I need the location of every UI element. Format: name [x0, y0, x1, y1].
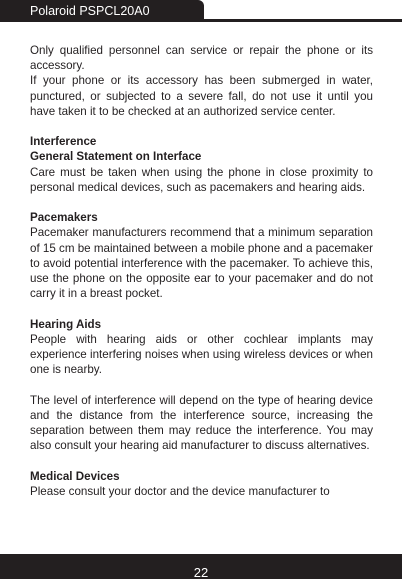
paragraph-interference-level: The level of interference will depend on the type of hearing device and the distance from the interference source, increasing the separation between them may reduce the interference. You may also consult your hearing aid manufacturer to discuss alternatives.: [30, 393, 373, 453]
paragraph-submerged: If your phone or its accessory has been submerged in water, punctured, or subjected to a severe fall, do not use it until you have taken it to be checked at an authorized service center.: [30, 74, 373, 118]
spacer: [30, 119, 373, 134]
header-rule: [200, 19, 402, 22]
heading-hearing-aids: Hearing Aids: [30, 317, 102, 331]
heading-pacemakers: Pacemakers: [30, 211, 98, 225]
spacer: [30, 301, 373, 316]
page-content: [30, 43, 373, 499]
paragraph-service: Only qualified personnel can service or repair the phone or its accessory.: [30, 44, 373, 73]
paragraph-hearing-aids: People with hearing aids or other cochlear implants may experience interfering noises when using wireless devices or when one is nearby.: [30, 332, 373, 377]
spacer: [30, 195, 373, 210]
document-title: Polaroid PSPCL20A0: [30, 4, 150, 18]
paragraph-general: Care must be taken when using the phone in close proximity to personal medical devices, such as pacemakers and hearing aids.: [30, 165, 373, 194]
paragraph-medical-devices: Please consult your doctor and the device manufacturer to: [30, 484, 330, 498]
heading-general-statement: General Statement on Interface: [30, 150, 202, 164]
spacer: [30, 453, 373, 468]
heading-interference: Interference: [30, 135, 97, 149]
paragraph-pacemakers: Pacemaker manufacturers recommend that a minimum separation of 15 cm be maintained between a mobile phone and a pacemaker to avoid potential interference with the pacemaker. To achieve this, use the phone on the opposite ear to your pacemaker and do not carry it in a breast pocket.: [30, 226, 373, 301]
page-number: 22: [193, 565, 209, 580]
spacer: [30, 377, 373, 392]
heading-medical-devices: Medical Devices: [30, 469, 120, 483]
header-bar: [0, 0, 402, 22]
